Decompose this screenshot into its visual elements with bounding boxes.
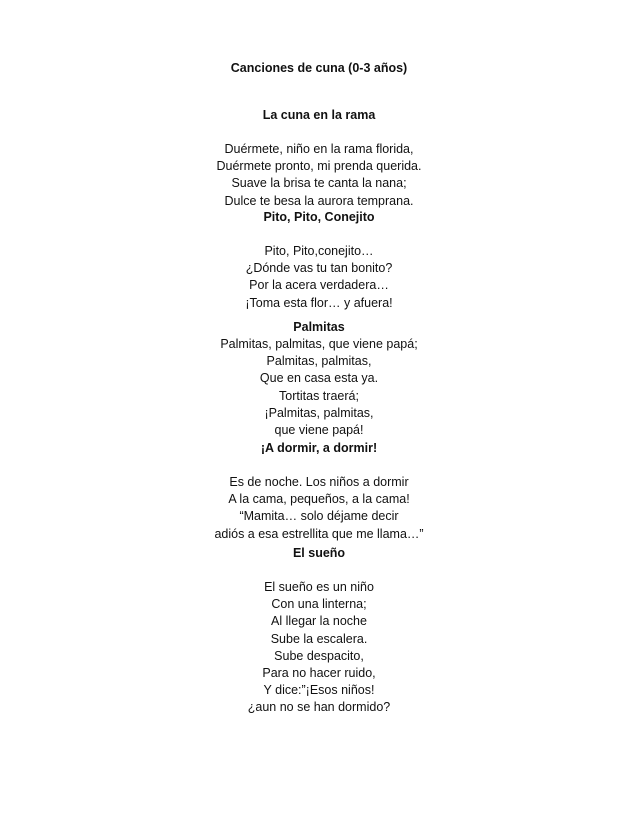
poem-line: ¿aun no se han dormido? <box>247 700 391 715</box>
poem-el-sueno <box>0 545 638 717</box>
poem-line: adiós a esa estrellita que me llama…” <box>214 526 424 541</box>
poem-lines <box>0 243 638 312</box>
poem-line: Para no hacer ruido, <box>262 666 376 681</box>
poem-line: ¡Toma esta flor… y afuera! <box>245 295 393 310</box>
poem-line: Sube despacito, <box>274 648 364 663</box>
poem-pito-pito-conejito <box>0 209 638 312</box>
poem-line: A la cama, pequeños, a la cama! <box>228 492 410 507</box>
poem-line: ¿Dónde vas tu tan bonito? <box>245 261 393 276</box>
document-title: Canciones de cuna (0-3 años) <box>230 61 408 75</box>
poem-lines <box>0 336 638 439</box>
poem-a-dormir <box>0 440 638 543</box>
poem-title: La cuna en la rama <box>262 108 376 122</box>
poem-line: Suave la brisa te canta la nana; <box>231 176 407 191</box>
poem-palmitas <box>0 319 638 439</box>
poem-title: Pito, Pito, Conejito <box>263 210 375 224</box>
poem-title: ¡A dormir, a dormir! <box>260 441 378 455</box>
poem-line: Palmitas, palmitas, que viene papá; <box>220 337 418 351</box>
poem-line: Sube la escalera. <box>270 631 368 646</box>
poem-title: Palmitas <box>293 320 345 334</box>
poem-line: Tortitas traerá; <box>279 388 359 403</box>
poem-lines <box>0 579 638 717</box>
poem-line: Por la acera verdadera… <box>249 278 389 293</box>
poem-line: Al llegar la noche <box>271 614 367 629</box>
poem-line: Dulce te besa la aurora temprana. <box>224 193 414 208</box>
poem-line: Que en casa esta ya. <box>259 371 379 386</box>
poem-line: que viene papá! <box>274 423 364 438</box>
poem-line: Es de noche. Los niños a dormir <box>229 475 409 489</box>
poem-line: Y dice:”¡Esos niños! <box>263 683 375 698</box>
poem-lines <box>0 474 638 543</box>
poem-line: ¡Palmitas, palmitas, <box>264 405 374 420</box>
poem-line: El sueño es un niño <box>264 580 374 594</box>
poem-lines <box>0 141 638 210</box>
poem-line: Duérmete, niño en la rama florida, <box>224 142 414 156</box>
poem-line: Pito, Pito,conejito… <box>264 244 374 258</box>
poem-line: Con una linterna; <box>271 597 367 612</box>
poem-la-cuna-en-la-rama <box>0 107 638 210</box>
poem-title: El sueño <box>292 546 346 560</box>
poem-line: “Mamita… solo déjame decir <box>239 509 399 524</box>
poem-line: Palmitas, palmitas, <box>266 354 372 369</box>
poem-line: Duérmete pronto, mi prenda querida. <box>216 159 422 174</box>
